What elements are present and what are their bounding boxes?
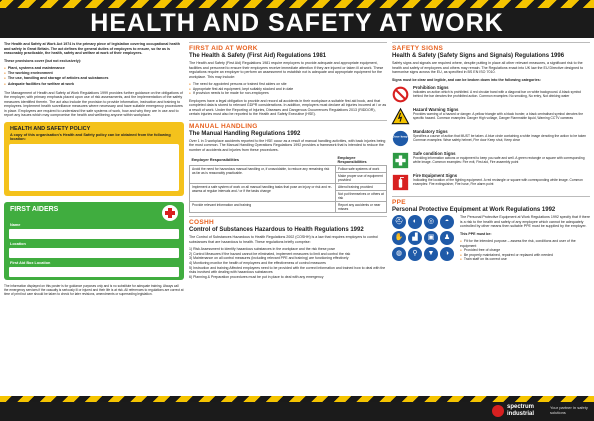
brand-logo [492,403,592,420]
first-aid-list [189,82,387,96]
section-title: The Health & Safety (First Aid) Regulations 1981 [189,53,327,59]
first-aid-sign-icon [392,152,409,169]
column-header: Employee Responsibilities [337,156,367,165]
field-label: First Aid Box Location [10,260,51,265]
manual-paragraph: Over 1 in 3 workplace accidents reported to the HSE occur as a result of manual handling activities, with back injuries being the most common. The Manual Handling Operations Regulations 1992 provides a framework that is intended to reduce the number of accidents and injuries from these procedures. [189,138,386,152]
sign-row [392,173,590,194]
coshh-paragraph: The Control of Substances Hazardous to Health Regulations 2002 (COSHH) is a law that requires employers to control substances that are hazardous to health. These regulations briefly comprise: [189,235,378,244]
brand-name-line2: industrial [507,411,535,417]
list-item: ● Train staff on its correct use [460,257,590,262]
overalls-icon: ♟ [440,231,454,245]
harness-icon: ⚲ [408,247,422,261]
signs-column [386,42,590,285]
table-cell: Implement a safe system of work on all manual handling tasks that pose an injury or risk and re-assess at regular intervals and / or if the tasks change [190,184,336,202]
column-header: Employer Responsibilities [191,158,239,163]
table-cell: Provide relevant information and training [190,202,336,213]
section-tag: SAFETY SIGNS [392,42,590,52]
list-item: ● If provision needs to be made for non-employees [189,91,387,96]
gloves-icon: ✋ [392,231,406,245]
policy-text: A copy of this organisation's Health and Safety policy can be obtained from the following location: [10,132,171,141]
brand-tagline: Your partner in safety solutions [550,405,588,415]
first-aid-paragraph: The Health and Safety (First Aid) Regulations 1981 require employers to provide adequate and appropriate equipment, facilities and personnel to ensure their employees receive immediate attention if they are injured or taken ill at work. These regulations require an employer to perform an assessment to establish not is adequate and appropriate equipment for the workplace. This may include: [189,61,384,79]
provisions-heading: These provisions cover (but not exclusively): [4,58,82,63]
hazard-stripe-top [0,0,594,8]
sign-heading: Hazard Warning Signs [413,107,459,112]
sign-heading: Mandatory Signs [413,129,448,134]
responsibilities-table [189,155,387,213]
brand-name-line1: spectrum [507,404,535,410]
ppe-paragraph: The Personal Protective Equipment at Work Regulations 1992 specify that if there is a risk to the health and safety of any employee which cannot be adequately controlled by other means then suitable PPE must be supplied by the employer. [460,215,590,228]
list-item: ● The use, handling and storage of articles and substances [4,76,184,81]
signs-paragraph: Safety signs and signals are required where, despite putting in place all other relevant measures, a significant risk to the health and safety of employees and others may remain. The Regulations enact into UK law the EU Directive designed to harmonise signs across the EU, as specified in BS EN ISO 7010. [392,61,584,74]
face-mask-icon: ◓ [440,215,454,229]
list-item: ● The need for appointed persons or trained first aiders on site [189,82,387,87]
list-item: 3) Maintenance on all control measures (including relevant PPE and training) are functioning effectively [189,256,349,261]
sign-heading: Safe condition Signs [413,151,456,156]
provisions-list [4,66,184,87]
intro-column [4,42,184,299]
ear-protection-icon: ◐ [408,215,422,229]
policy-heading: HEALTH AND SAFETY POLICY [10,125,91,132]
table-cell: Attend training provided [336,184,387,191]
respirator-icon: ◍ [392,247,406,261]
face-shield-icon: ◑ [440,247,454,261]
ppe-list [460,239,590,262]
list-item: 6) Planning & Preparation procedures must be put in place to deal with any emergency [189,274,324,279]
page-title: HEALTH AND SAFETY AT WORK [0,8,594,38]
ppe-text [460,215,590,265]
brand-name [507,404,534,418]
hi-vis-vest-icon: ▣ [424,231,438,245]
list-item: ● Provided free of charge [460,248,590,253]
sign-row [392,151,590,172]
sign-heading: Fire Equipment Signs [413,173,458,178]
name-field[interactable] [9,229,179,239]
management-paragraph: The Management of Health and Safety at Work Regulations 1999 provides further guidance on the obligations of the employer, with primary emphasis placed upon use of risk assessments, and the implementation of the safety measures identified therein. The act also include the provision to provide information, instruction and training to employees. Implement health surveillance measures where necessary and have suitable emergency procedures in place. Employees are required to understand the safe systems of work, how and why they are in use and to report any issues which may compromise the health and wellbeing anyone within workplace. [4,90,183,118]
eye-protection-icon: ◎ [424,215,438,229]
section-title: Personal Protective Equipment at Work Regulations 1992 [392,207,556,213]
disclaimer: The information displayed on this poster is for guidance purposes only and is no substitute for adequate training. Always call the emergency services if the casualty is seriously ill or injured and their life is at risk. All references to regulations are correct at time of print but care should be taken to check for later revisions, amendments or superseding legislation. [4,283,184,296]
sign-description: indicates an action which is prohibited. A red circular band with a diagonal bar on white background. A black symbol behind the bar denotes the prohibited action. Common examples: No smoking, No entry, Not drinking water [413,90,582,98]
riddor-paragraph: Employers have a legal obligation to provide and record all accidents in their workplace a suitable first aid book, and that completed data is stored to relevant GDPR considerations. In addition, employers must declare all injuries incurred at / or as a result of work. Under the Reporting of Injuries, Diseases and Dangerous Occurrences Regulations 2013 (RIDDOR), certain injuries must also be reported to the Health and Safety Executive (HSE). [189,98,387,117]
table-cell: Make proper use of equipment provided [336,173,387,184]
list-item: 1) Risk Assessment to identify hazardous substances in the workplace and the risk these pose [189,247,336,252]
fire-extinguisher-sign-icon [392,174,409,191]
list-item: 2) Control Measures if the hazard cannot be eliminated, implement measures to limit and control the risk [189,251,351,256]
ppe-block [392,215,590,285]
section-tag: PPE [392,196,590,206]
sign-description: Provides warning of a hazard or danger. A yellow triangle with a black border, a black centralised symbol denotes the specific hazard. Common examples: Danger High voltage, Danger Flammable liquid, Warning CCTV cameras [413,112,584,120]
hazard-warning-sign-icon [392,108,409,125]
table-cell: Not put themselves or others at risk [336,191,387,202]
sign-row [386,129,590,150]
section-tag: FIRST AID AT WORK [189,42,387,52]
coshh-list [189,247,387,279]
section-tag: MANUAL HANDLING [189,120,387,130]
apron-icon: ▼ [424,247,438,261]
table-cell: Avoid the need for hazardous manual handling or, if unavoidable, to reduce any remaining risk as far as is reasonably practicable. [190,166,336,184]
policy-location-field[interactable] [9,144,179,191]
regulations-column [189,42,387,282]
table-cell: Report any accidents or near misses [336,202,387,213]
list-item: 4) Monitoring monitor the health of employees and the effectiveness of control measures [189,261,326,266]
fire-door-label: Fire Door keep shut [386,134,415,139]
intro-paragraph: The Health and Safety at Work Act 1974 is the primary piece of legislation covering occupational health and safety in Great Britain. The act defines the general duties of employers to ensure, so far as is reasonably practicable, the health, safety and welfare at work of their employees. [4,42,180,55]
spectrum-logo-icon [492,405,504,417]
sign-description: Indicating the location of fire fighting equipment. A red rectangle or square with corresponding white image. Common examples: Fire extinguisher, Fire hose, Fire alarm point [413,178,583,186]
sign-row [392,85,590,106]
sign-description: Specifies a course of action that MUST be taken. A blue circle containing a white image denoting the action to be taken Common examples: Wear safety helmet, Fire door Keep shut, Keep clear [413,134,587,142]
signs-lead: Signs must be clear and legible, and can be broken down into the following categories: [392,77,541,82]
list-item: ● Be properly maintained, repaired or replaced with needed [460,253,590,258]
sign-heading: Prohibition Signs [413,85,449,90]
list-item: ● The working environment [4,71,184,76]
section-title: Health & Safety (Safety Signs and Signals) Regulations 1996 [392,53,565,59]
sign-description: Providing information actions or equipment to keep you safe and well. A green rectangle or square with corresponding white image. Common examples: Fire exit, First aid, Fire assembly point [413,156,585,164]
field-label: Location [10,241,26,246]
safety-helmet-icon: ⛑ [392,215,406,229]
field-label: Name [10,222,21,227]
section-title: The Manual Handling Regulations 1992 [189,130,301,137]
list-item: ● Fit for the intended purpose – assess the risk, conditions and user of the equipment [460,239,590,248]
section-title: Control of Substances Hazardous to Health Regulations 1992 [189,227,364,234]
list-item: ● Plant, systems and maintenance [4,66,184,71]
fire-door-keep-shut-sign-icon [386,130,415,147]
first-aid-box-field[interactable] [9,267,179,277]
section-tag: COSHH [189,216,387,226]
safety-boots-icon: ▟ [408,231,422,245]
table-cell: Follow safe systems of work [336,166,387,173]
ppe-lead: This PPE must be: [460,231,492,236]
list-item: 5) Instruction and training Affected employees need to be provided with the correct information and trained how to deal with the risks involved with dealing with hazardous substances [189,265,386,275]
policy-panel [4,122,184,196]
location-field[interactable] [9,248,179,258]
list-item: ● Appropriate first aid equipment, kept suitably stocked and in date [189,87,387,92]
first-aiders-heading: FIRST AIDERS [10,205,59,213]
prohibition-sign-icon [392,86,409,103]
first-aiders-panel [4,202,184,280]
list-item: ● Adequate facilities for welfare at work [4,82,184,87]
sign-row [392,107,590,128]
first-aid-cross-icon [162,205,178,221]
